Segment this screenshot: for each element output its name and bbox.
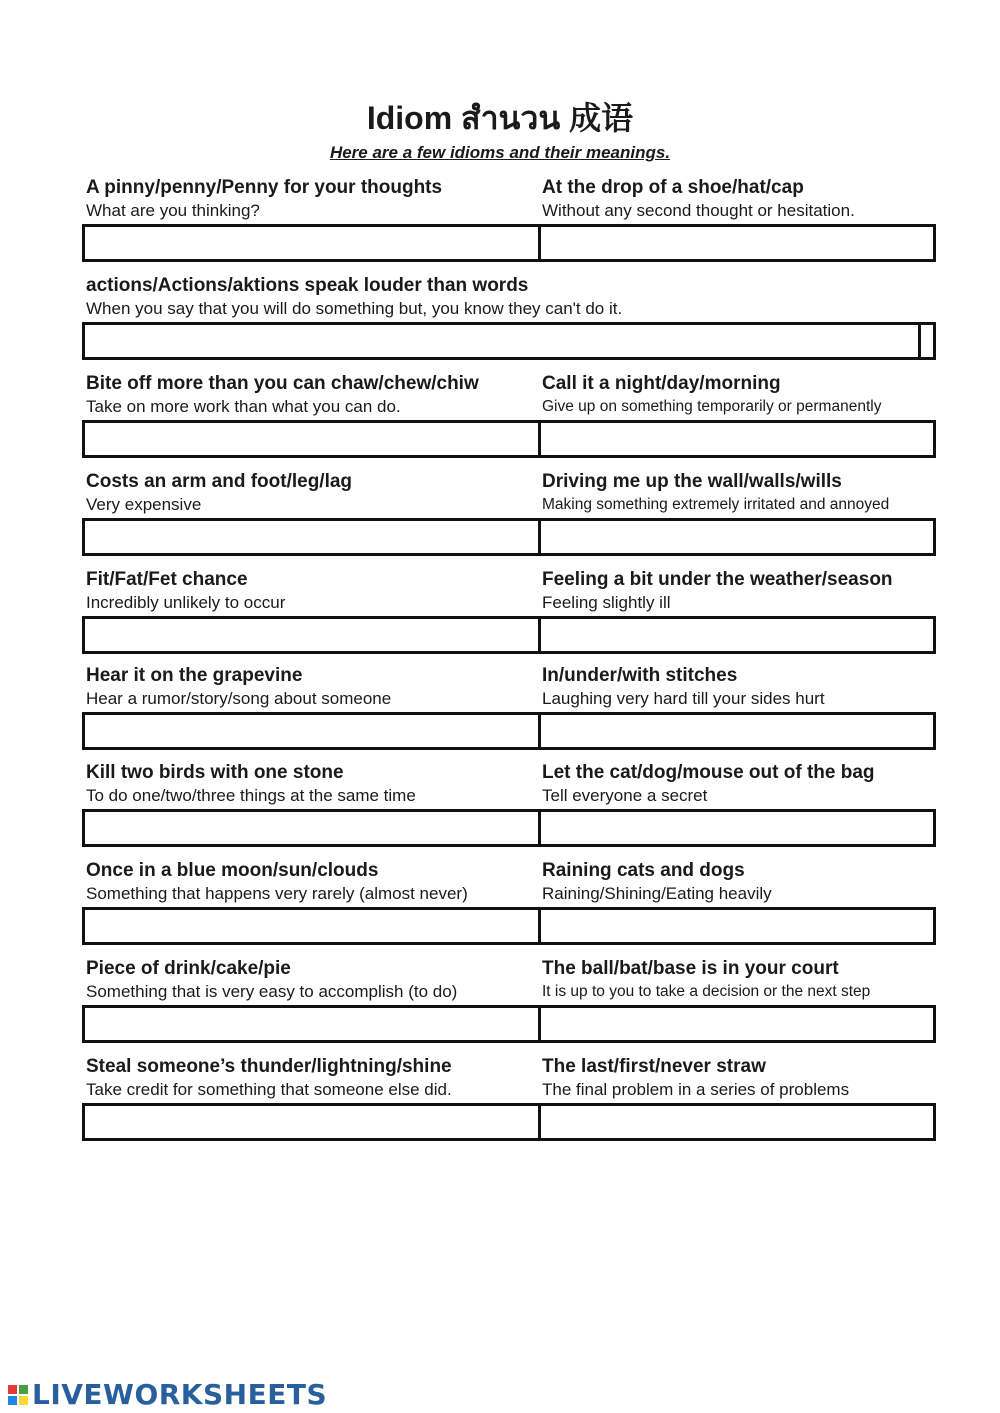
idiom-text: actions/Actions/aktions speak louder than words <box>86 275 529 296</box>
idiom-text: Fit/Fat/Fet chance <box>86 569 248 590</box>
idiom-item <box>542 176 855 222</box>
answer-row <box>82 420 936 458</box>
answer-box[interactable] <box>541 1008 933 1040</box>
idiom-meaning: To do one/two/three things at the same time <box>86 786 416 805</box>
answer-box[interactable] <box>85 423 541 455</box>
answer-input[interactable] <box>85 1008 538 1040</box>
idiom-meaning: When you say that you will do something but, you know they can't do it. <box>86 299 623 318</box>
idiom-meaning: Making something extremely irritated and annoyed <box>542 496 890 513</box>
idiom-meaning: Give up on something temporarily or permanently <box>542 398 882 415</box>
answer-box[interactable] <box>85 812 541 844</box>
answer-box[interactable] <box>85 227 541 259</box>
idiom-item <box>542 859 772 905</box>
answer-input[interactable] <box>85 423 538 455</box>
page-subtitle: Here are a few idioms and their meanings. <box>329 143 671 162</box>
answer-input[interactable] <box>541 521 933 553</box>
answer-box-stub <box>921 325 933 357</box>
answer-box[interactable] <box>85 1106 541 1138</box>
answer-input[interactable] <box>85 521 538 553</box>
idiom-meaning: Hear a rumor/story/song about someone <box>86 689 392 708</box>
idiom-text: Driving me up the wall/walls/wills <box>542 471 842 492</box>
answer-box[interactable] <box>541 1106 933 1138</box>
idiom-meaning: Something that is very easy to accomplish (to do) <box>86 982 458 1001</box>
answer-box[interactable] <box>85 715 541 747</box>
idiom-item <box>542 761 875 807</box>
answer-row <box>82 616 936 654</box>
answer-input[interactable] <box>541 1008 933 1040</box>
idiom-item <box>86 274 622 320</box>
idiom-text: In/under/with stitches <box>542 665 738 686</box>
idiom-item <box>542 568 893 614</box>
answer-input[interactable] <box>85 619 538 651</box>
answer-input[interactable] <box>541 910 933 942</box>
idiom-text: The last/first/never straw <box>542 1056 766 1077</box>
idiom-text: Once in a blue moon/sun/clouds <box>86 860 379 881</box>
idiom-text: Raining cats and dogs <box>542 860 745 881</box>
answer-row <box>82 322 936 360</box>
brand-text: LIVEWORKSHEETS <box>32 1378 328 1411</box>
idiom-text: Hear it on the grapevine <box>86 665 303 686</box>
logo-block <box>19 1396 28 1405</box>
answer-row <box>82 712 936 750</box>
answer-input[interactable] <box>85 227 538 259</box>
idiom-text: Bite off more than you can chaw/chew/chiw <box>86 373 479 394</box>
answer-box[interactable] <box>541 619 933 651</box>
idiom-item <box>86 568 285 614</box>
logo-blocks-icon <box>8 1385 28 1405</box>
idiom-meaning: Very expensive <box>86 495 202 514</box>
liveworksheets-logo[interactable] <box>8 1380 327 1410</box>
answer-input[interactable] <box>85 812 538 844</box>
idiom-meaning: Incredibly unlikely to occur <box>86 593 286 612</box>
answer-input[interactable] <box>541 227 933 259</box>
answer-row <box>82 1005 936 1043</box>
logo-block <box>19 1385 28 1394</box>
idiom-text: Costs an arm and foot/leg/lag <box>86 471 353 492</box>
answer-input[interactable] <box>541 812 933 844</box>
idiom-text: The ball/bat/base is in your court <box>542 958 839 979</box>
idiom-item <box>542 372 881 418</box>
answer-input[interactable] <box>85 715 538 747</box>
idiom-item <box>542 957 870 1003</box>
idiom-item <box>86 470 352 516</box>
idiom-meaning: Something that happens very rarely (almost never) <box>86 884 468 903</box>
idiom-text: At the drop of a shoe/hat/cap <box>542 177 804 198</box>
idiom-item <box>542 1055 849 1101</box>
idiom-meaning: Take on more work than what you can do. <box>86 397 401 416</box>
idiom-meaning: Take credit for something that someone else did. <box>86 1080 452 1099</box>
idiom-text: Piece of drink/cake/pie <box>86 958 291 979</box>
answer-input[interactable] <box>541 715 933 747</box>
answer-box[interactable] <box>85 521 541 553</box>
idiom-item <box>542 470 889 516</box>
idiom-item <box>86 761 416 807</box>
answer-box[interactable] <box>85 619 541 651</box>
idiom-meaning: Without any second thought or hesitation. <box>542 201 855 220</box>
answer-box[interactable] <box>85 325 921 357</box>
answer-box[interactable] <box>541 521 933 553</box>
answer-box[interactable] <box>85 1008 541 1040</box>
idiom-item <box>86 372 479 418</box>
logo-block <box>8 1396 17 1405</box>
idiom-meaning: Tell everyone a secret <box>542 786 708 805</box>
idiom-item <box>86 1055 452 1101</box>
idiom-item <box>542 664 825 710</box>
idiom-item <box>86 957 457 1003</box>
answer-input[interactable] <box>541 619 933 651</box>
answer-input[interactable] <box>85 910 538 942</box>
answer-row <box>82 1103 936 1141</box>
idiom-item <box>86 176 442 222</box>
answer-row <box>82 224 936 262</box>
answer-box[interactable] <box>85 910 541 942</box>
answer-box[interactable] <box>541 423 933 455</box>
idiom-text: Let the cat/dog/mouse out of the bag <box>542 762 875 783</box>
idiom-text: Steal someone’s thunder/lightning/shine <box>86 1056 452 1077</box>
page-title: Idiom สำนวน 成语 <box>366 100 634 136</box>
idiom-item <box>86 664 391 710</box>
answer-box[interactable] <box>541 812 933 844</box>
idiom-text: Kill two birds with one stone <box>86 762 344 783</box>
answer-input[interactable] <box>541 423 933 455</box>
idiom-item <box>86 859 468 905</box>
answer-box[interactable] <box>541 910 933 942</box>
idiom-text: Feeling a bit under the weather/season <box>542 569 893 590</box>
idiom-meaning: The final problem in a series of problems <box>542 1080 850 1099</box>
logo-block <box>8 1385 17 1394</box>
answer-row <box>82 907 936 945</box>
answer-box[interactable] <box>541 227 933 259</box>
idiom-text: Call it a night/day/morning <box>542 373 781 394</box>
idiom-meaning: It is up to you to take a decision or the next step <box>542 983 871 1000</box>
idiom-meaning: Feeling slightly ill <box>542 593 671 612</box>
answer-input[interactable] <box>85 1106 538 1138</box>
idiom-meaning: Raining/Shining/Eating heavily <box>542 884 772 903</box>
answer-row <box>82 518 936 556</box>
answer-input[interactable] <box>541 1106 933 1138</box>
answer-row <box>82 809 936 847</box>
idiom-meaning: What are you thinking? <box>86 201 260 220</box>
answer-box[interactable] <box>541 715 933 747</box>
answer-input[interactable] <box>85 325 918 357</box>
idiom-text: A pinny/penny/Penny for your thoughts <box>86 177 443 198</box>
idiom-meaning: Laughing very hard till your sides hurt <box>542 689 825 708</box>
